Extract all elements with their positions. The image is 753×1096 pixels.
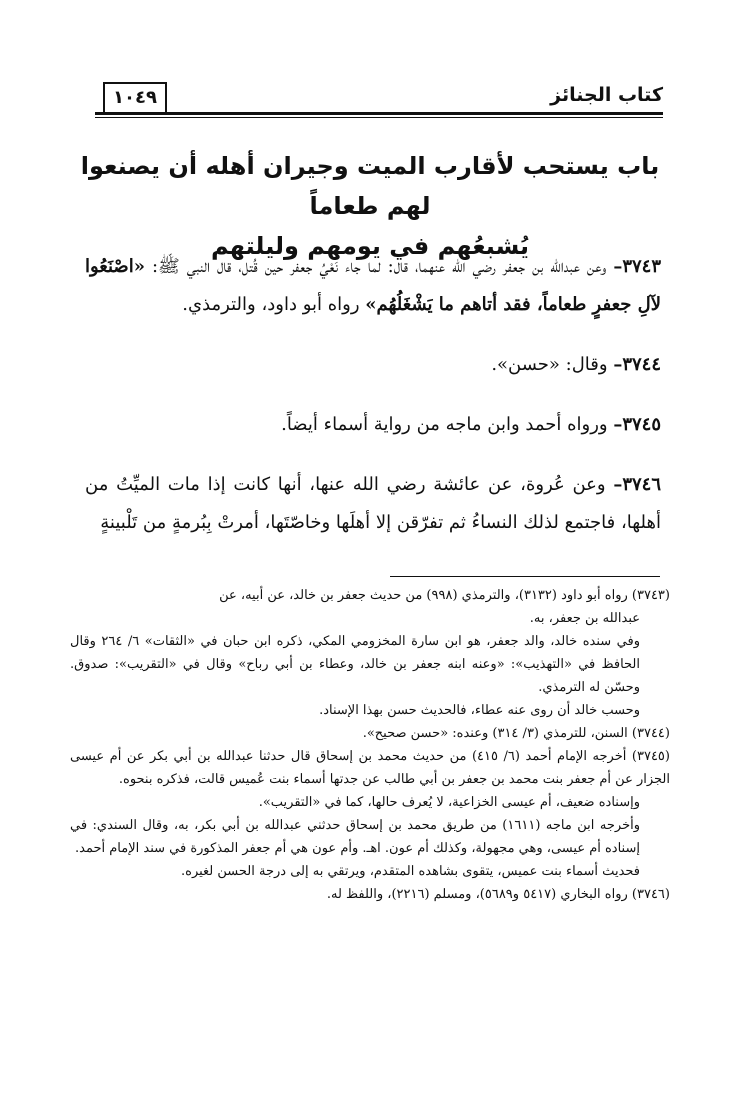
hadith-number: ٣٧٤٤– (613, 354, 661, 375)
hadith-number: ٣٧٤٣– (613, 256, 661, 277)
hadith-text: ورواه أحمد وابن ماجه من رواية أسماء أيضاً. (281, 414, 614, 435)
footnote-separator (390, 576, 660, 577)
main-text (85, 248, 661, 564)
footnote-line: فحديث أسماء بنت عميس، يتقوى بشاهده المتقدم، ويرتقي به إلى درجة الحسن لغيره. (181, 864, 640, 879)
footnote-line: (٣٧٤٣) رواه أبو داود (٣١٣٢)، والترمذي (٩٩٨) من حديث جعفر بن خالد، عن أبيه، عن (219, 588, 670, 603)
running-header (95, 82, 663, 118)
hadith-paragraph (85, 466, 661, 542)
footnote-line: وأخرجه ابن ماجه (١٦١١) من طريق محمد بن إسحاق حدثني عبدالله بن أبي بكر، به، وقال السندي: في إسناده أم عيسى، وهي مجهولة، وكذلك أم عون. اهـ. وأم عون هي أم جعفر المذكورة في سند الإمام أحمد. (70, 818, 640, 856)
hadith-paragraph (85, 406, 661, 444)
hadith-paragraph (85, 248, 661, 324)
prophetic-quote: «اصْنَعُوا لآلِ جعفرٍ طعاماً، فقد أتاهم ما يَشْغَلُهُم» (85, 256, 661, 315)
hadith-paragraph (85, 346, 661, 384)
footnote-line: (٣٧٤٤) السنن، للترمذي (٣/ ٣١٤) وعنده: «حسن صحيح». (362, 726, 670, 741)
footnote-line: عبدالله بن جعفر، به. (529, 611, 640, 626)
header-rule-thin (95, 117, 663, 118)
header-rule (95, 112, 663, 115)
hadith-number: ٣٧٤٥– (613, 414, 661, 435)
hadith-source: رواه أبو داود، والترمذي. (182, 294, 366, 315)
hadith-text: وعن عبدالله بن جعفر رضي الله عنهما، قال: لما جاء نَعْيُ جعفر حين قُتل، قال النبي ﷺ: (144, 256, 614, 277)
footnote-line: وحسب خالد أن روى عنه عطاء، فالحديث حسن بهذا الإسناد. (319, 703, 640, 718)
footnote-line: وإسناده ضعيف، أم عيسى الخزاعية، لا يُعرف حالها، كما في «التقريب». (258, 795, 640, 810)
footnote-line: وفي سنده خالد، والد جعفر، هو ابن سارة المخزومي المكي، ذكره ابن حبان في «الثقات» ٦/ ٢٦٤ وقال الحافظ في «التهذيب»: «وعنه ابنه جعفر بن خالد، وعطاء بن أبي رباح» وقال في «التقريب»: صدوق. وحسّن له الترمذي. (70, 634, 641, 695)
footnotes (70, 584, 670, 906)
hadith-text: وقال: «حسن». (491, 354, 614, 375)
chapter-heading-line-2: يُشبعُهم في يومهم وليلتهم (210, 232, 530, 260)
footnote-line: (٣٧٤٦) رواه البخاري (٥٤١٧ و٥٦٨٩)، ومسلم (٢٢١٦)، واللفظ له. (326, 887, 670, 902)
hadith-text: وعن عُروة، عن عائشة رضي الله عنها، أنها كانت إذا مات الميِّتُ من أهلها، فاجتمع لذلك النساءُ ثم تفرّقن إلا أهلَها وخاصّتَها، أمرتْ بِبُرمةٍ من تَلْبينةٍ (85, 474, 661, 533)
hadith-number: ٣٧٤٦– (613, 474, 661, 495)
running-title: كتاب الجنائز (550, 84, 663, 106)
page-number: ١٠٤٩ (103, 82, 167, 114)
footnote-line: (٣٧٤٥) أخرجه الإمام أحمد (٦/ ٤١٥) من حديث محمد بن إسحاق قال حدثنا عبدالله بن أبي بكر عن أم عيسى الجزار عن أم جعفر بنت محمد بن جعفر بن أبي طالب عن جدتها أسماء بنت عُميس قالت، فذكره بنحوه. (70, 749, 670, 787)
chapter-heading-line-1: باب يستحب لأقارب الميت وجيران أهله أن يصنعوا لهم طعاماً (80, 152, 660, 220)
